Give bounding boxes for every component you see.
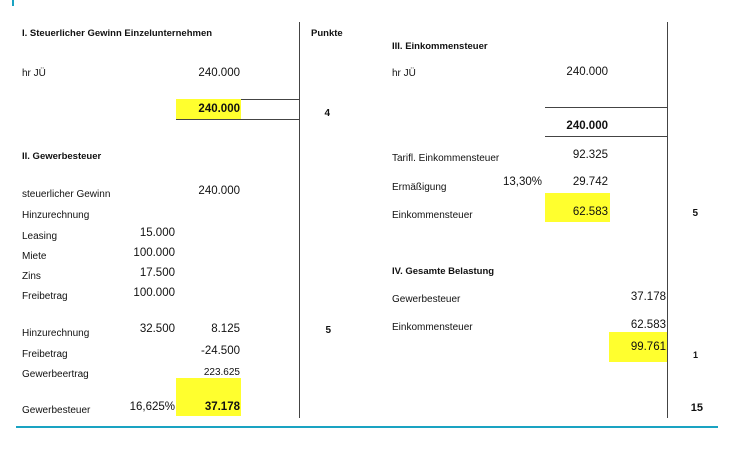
sec1-points: 4 xyxy=(324,108,330,119)
sec2-rent-label: Miete xyxy=(22,251,47,262)
top-accent-mark xyxy=(12,0,14,6)
sec2-allowance2-label: Freibetrag xyxy=(22,349,68,360)
sec2-interest-value: 17.500 xyxy=(139,267,175,279)
sec2-addition-base: 32.500 xyxy=(139,323,175,335)
sec2-leasing-value: 15.000 xyxy=(139,227,175,239)
sec3-sum-line-bottom xyxy=(545,136,667,137)
sec2-interest-label: Zins xyxy=(22,271,41,282)
sec3-reduction-label: Ermäßigung xyxy=(392,182,447,193)
sec2-allowance2-value: -24.500 xyxy=(200,345,240,357)
sec3-jue-label: hr JÜ xyxy=(392,68,416,79)
sec3-income-tax-value: 62.583 xyxy=(572,206,608,218)
sec2-trade-income-value: 223.625 xyxy=(203,367,240,378)
divider-right xyxy=(667,22,668,418)
sec1-sum-line-bottom xyxy=(176,119,299,120)
sec3-tariff-label: Tarifl. Einkommensteuer xyxy=(392,153,500,164)
sec4-points: 1 xyxy=(692,350,698,360)
total-points: 15 xyxy=(690,402,703,414)
sec4-trade-tax-value: 37.178 xyxy=(630,291,666,303)
sec4-total-value: 99.761 xyxy=(630,341,666,353)
sec4-income-tax-value: 62.583 xyxy=(630,319,666,331)
sec2-tax-value: 37.178 xyxy=(204,401,240,413)
sec4-trade-tax-label: Gewerbesteuer xyxy=(392,294,461,305)
sec2-allowance-value: 100.000 xyxy=(133,287,175,299)
sec1-title: I. Steuerlicher Gewinn Einzelunternehmen xyxy=(22,28,213,39)
sec2-rent-value: 100.000 xyxy=(133,247,175,259)
sec3-reduction-value: 29.742 xyxy=(572,176,608,188)
sec1-jue-label: hr JÜ xyxy=(22,68,46,79)
sec2-profit-value: 240.000 xyxy=(198,185,240,197)
points-header: Punkte xyxy=(311,28,343,39)
sec2-allowance-label: Freibetrag xyxy=(22,291,68,302)
sec2-additions-label: Hinzurechnung xyxy=(22,210,90,221)
sec2-profit-label: steuerlicher Gewinn xyxy=(22,189,111,200)
sec4-title: IV. Gesamte Belastung xyxy=(392,266,495,277)
sec3-title: III. Einkommensteuer xyxy=(392,41,488,52)
sec3-result-value: 240.000 xyxy=(566,120,608,132)
sec2-addition-value: 8.125 xyxy=(211,323,240,335)
sec1-jue-value: 240.000 xyxy=(198,67,240,79)
sec3-points: 5 xyxy=(692,208,698,219)
sec1-result-value: 240.000 xyxy=(198,103,240,115)
divider-left xyxy=(299,22,300,418)
sec2-addition-label: Hinzurechnung xyxy=(22,328,90,339)
sec3-reduction-rate: 13,30% xyxy=(502,176,542,188)
sec3-income-tax-label: Einkommensteuer xyxy=(392,210,473,221)
sec3-sum-line-top xyxy=(545,107,667,108)
sec2-leasing-label: Leasing xyxy=(22,231,58,242)
sec3-jue-value: 240.000 xyxy=(566,66,608,78)
sec4-income-tax-label: Einkommensteuer xyxy=(392,322,473,333)
sec2-points: 5 xyxy=(325,325,331,336)
sec2-title: II. Gewerbesteuer xyxy=(22,151,102,162)
sec3-tariff-value: 92.325 xyxy=(572,149,608,161)
sec2-tax-rate: 16,625% xyxy=(129,401,175,413)
sec2-tax-label: Gewerbesteuer xyxy=(22,405,91,416)
bottom-accent-line xyxy=(16,426,718,428)
sec2-trade-income-label: Gewerbeertrag xyxy=(22,369,89,380)
